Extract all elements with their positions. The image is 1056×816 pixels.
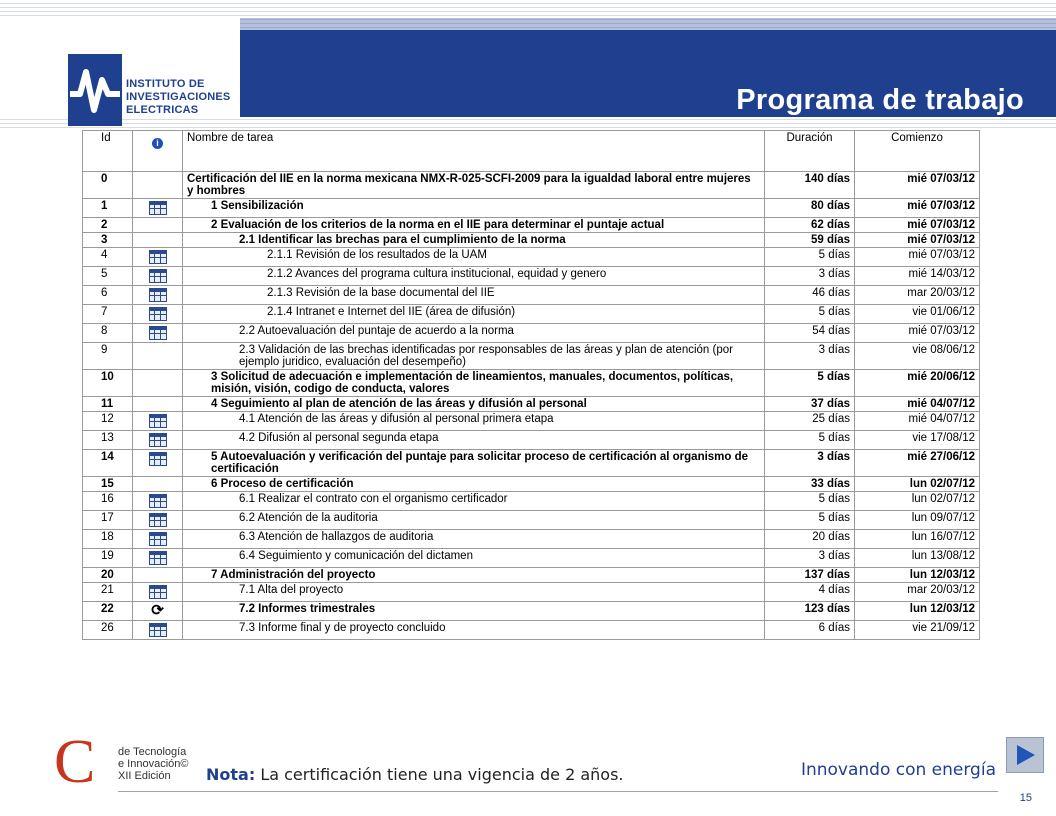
table-row[interactable] bbox=[83, 233, 980, 248]
task-indicator-cell bbox=[133, 621, 183, 640]
task-duration-cell[interactable]: 46 días bbox=[765, 286, 855, 305]
task-start-cell[interactable]: vie 21/09/12 bbox=[855, 621, 980, 640]
table-row[interactable] bbox=[83, 305, 980, 324]
task-start-cell[interactable]: mié 04/07/12 bbox=[855, 397, 980, 412]
task-name-cell[interactable]: 2.1.2 Avances del programa cultura institucional, equidad y genero bbox=[183, 267, 765, 286]
task-start-cell[interactable]: mié 07/03/12 bbox=[855, 324, 980, 343]
task-name-cell[interactable]: 2.1.3 Revisión de la base documental del IIE bbox=[183, 286, 765, 305]
task-id-cell: 2 bbox=[83, 218, 133, 233]
table-row[interactable] bbox=[83, 530, 980, 549]
table-row[interactable] bbox=[83, 218, 980, 233]
table-row[interactable] bbox=[83, 267, 980, 286]
table-row[interactable] bbox=[83, 370, 980, 397]
task-start-cell[interactable]: vie 01/06/12 bbox=[855, 305, 980, 324]
task-indicator-cell bbox=[133, 172, 183, 199]
task-id-cell: 10 bbox=[83, 370, 133, 397]
task-start-cell[interactable]: mié 20/06/12 bbox=[855, 370, 980, 397]
task-id-cell: 18 bbox=[83, 530, 133, 549]
iie-logo-mark-icon bbox=[68, 54, 122, 126]
task-indicator-cell bbox=[133, 343, 183, 370]
task-duration-cell[interactable]: 3 días bbox=[765, 343, 855, 370]
task-indicator-cell bbox=[133, 492, 183, 511]
table-row[interactable] bbox=[83, 477, 980, 492]
task-grid-icon bbox=[149, 414, 167, 428]
next-slide-button[interactable] bbox=[1006, 737, 1044, 773]
task-name-cell[interactable]: 6.3 Atención de hallazgos de auditoria bbox=[183, 530, 765, 549]
table-row[interactable] bbox=[83, 397, 980, 412]
congress-logo-text: de Tecnología e Innovación© XII Edición bbox=[118, 746, 189, 782]
task-id-cell: 13 bbox=[83, 431, 133, 450]
task-duration-cell[interactable]: 33 días bbox=[765, 477, 855, 492]
task-name-cell[interactable]: 7 Administración del proyecto bbox=[183, 568, 765, 583]
task-indicator-cell bbox=[133, 324, 183, 343]
task-start-cell[interactable]: mié 07/03/12 bbox=[855, 218, 980, 233]
task-id-cell: 26 bbox=[83, 621, 133, 640]
task-duration-cell[interactable]: 25 días bbox=[765, 412, 855, 431]
task-start-cell[interactable]: mié 14/03/12 bbox=[855, 267, 980, 286]
table-header-row bbox=[83, 131, 980, 172]
task-start-cell[interactable]: lun 02/07/12 bbox=[855, 477, 980, 492]
task-duration-cell[interactable]: 5 días bbox=[765, 248, 855, 267]
task-id-cell: 22 bbox=[83, 602, 133, 621]
task-id-cell: 21 bbox=[83, 583, 133, 602]
task-duration-cell[interactable]: 62 días bbox=[765, 218, 855, 233]
task-name-cell[interactable]: 4 Seguimiento al plan de atención de las áreas y difusión al personal bbox=[183, 397, 765, 412]
task-name-cell[interactable]: 6.2 Atención de la auditoria bbox=[183, 511, 765, 530]
task-duration-cell[interactable]: 140 días bbox=[765, 172, 855, 199]
table-row[interactable] bbox=[83, 324, 980, 343]
table-row[interactable] bbox=[83, 172, 980, 199]
task-name-cell[interactable]: 4.2 Difusión al personal segunda etapa bbox=[183, 431, 765, 450]
task-indicator-cell bbox=[133, 583, 183, 602]
task-start-cell[interactable]: mar 20/03/12 bbox=[855, 286, 980, 305]
task-indicator-cell bbox=[133, 233, 183, 248]
task-duration-cell[interactable]: 123 días bbox=[765, 602, 855, 621]
task-grid-icon bbox=[149, 532, 167, 546]
table-row[interactable] bbox=[83, 286, 980, 305]
task-grid-icon bbox=[149, 585, 167, 599]
table-row[interactable] bbox=[83, 412, 980, 431]
task-name-cell[interactable]: 6.1 Realizar el contrato con el organismo certificador bbox=[183, 492, 765, 511]
task-id-cell: 14 bbox=[83, 450, 133, 477]
table-row[interactable] bbox=[83, 450, 980, 477]
task-id-cell: 7 bbox=[83, 305, 133, 324]
table-row[interactable] bbox=[83, 199, 980, 218]
task-indicator-cell bbox=[133, 549, 183, 568]
task-start-cell[interactable]: mié 07/03/12 bbox=[855, 233, 980, 248]
task-duration-cell[interactable]: 3 días bbox=[765, 549, 855, 568]
task-duration-cell[interactable]: 137 días bbox=[765, 568, 855, 583]
table-row[interactable] bbox=[83, 602, 980, 621]
task-duration-cell[interactable]: 5 días bbox=[765, 370, 855, 397]
gantt-task-table bbox=[82, 130, 980, 640]
task-name-cell[interactable]: 2.1.1 Revisión de los resultados de la UAM bbox=[183, 248, 765, 267]
task-id-cell: 15 bbox=[83, 477, 133, 492]
task-duration-cell[interactable]: 5 días bbox=[765, 431, 855, 450]
task-id-cell: 6 bbox=[83, 286, 133, 305]
task-grid-icon bbox=[149, 433, 167, 447]
task-name-cell[interactable]: 7.2 Informes trimestrales bbox=[183, 602, 765, 621]
footer-slogan: Innovando con energía bbox=[800, 760, 996, 780]
task-start-cell[interactable]: mié 07/03/12 bbox=[855, 199, 980, 218]
page-number: 15 bbox=[1019, 792, 1032, 804]
task-start-cell[interactable]: lun 12/03/12 bbox=[855, 568, 980, 583]
column-header-duration[interactable]: Duración bbox=[765, 131, 855, 172]
column-header-indicators[interactable] bbox=[133, 131, 183, 172]
task-id-cell: 8 bbox=[83, 324, 133, 343]
table-row[interactable] bbox=[83, 248, 980, 267]
task-name-cell[interactable]: 1 Sensibilización bbox=[183, 199, 765, 218]
task-name-cell[interactable]: 2 Evaluación de los criterios de la norma en el IIE para determinar el puntaje actual bbox=[183, 218, 765, 233]
task-duration-cell[interactable]: 59 días bbox=[765, 233, 855, 248]
task-id-cell: 16 bbox=[83, 492, 133, 511]
task-name-cell[interactable]: 2.1 Identificar las brechas para el cumplimiento de la norma bbox=[183, 233, 765, 248]
task-indicator-cell bbox=[133, 568, 183, 583]
task-start-cell[interactable]: mié 27/06/12 bbox=[855, 450, 980, 477]
task-start-cell[interactable]: lun 12/03/12 bbox=[855, 602, 980, 621]
task-id-cell: 20 bbox=[83, 568, 133, 583]
congress-logo-mark-icon: C bbox=[54, 728, 96, 796]
task-id-cell: 4 bbox=[83, 248, 133, 267]
task-id-cell: 11 bbox=[83, 397, 133, 412]
task-duration-cell[interactable]: 20 días bbox=[765, 530, 855, 549]
task-start-cell[interactable]: mar 20/03/12 bbox=[855, 583, 980, 602]
task-id-cell: 3 bbox=[83, 233, 133, 248]
task-duration-cell[interactable]: 37 días bbox=[765, 397, 855, 412]
task-start-cell[interactable]: lun 16/07/12 bbox=[855, 530, 980, 549]
task-name-cell[interactable]: 6 Proceso de certificación bbox=[183, 477, 765, 492]
note-text: La certificación tiene una vigencia de 2 años. bbox=[255, 765, 624, 784]
task-id-cell: 12 bbox=[83, 412, 133, 431]
task-indicator-cell bbox=[133, 511, 183, 530]
table-row[interactable] bbox=[83, 343, 980, 370]
task-indicator-cell bbox=[133, 431, 183, 450]
table-row[interactable] bbox=[83, 431, 980, 450]
task-duration-cell[interactable]: 5 días bbox=[765, 492, 855, 511]
task-grid-icon bbox=[149, 201, 167, 215]
task-indicator-cell bbox=[133, 602, 183, 621]
task-grid-icon bbox=[149, 551, 167, 565]
task-indicator-cell bbox=[133, 248, 183, 267]
task-grid-icon bbox=[149, 623, 167, 637]
task-indicator-cell bbox=[133, 305, 183, 324]
task-start-cell[interactable]: vie 08/06/12 bbox=[855, 343, 980, 370]
task-grid-icon bbox=[149, 452, 167, 466]
task-name-cell[interactable]: 2.1.4 Intranet e Internet del IIE (área de difusión) bbox=[183, 305, 765, 324]
task-start-cell[interactable]: lun 02/07/12 bbox=[855, 492, 980, 511]
task-grid-icon bbox=[149, 326, 167, 340]
task-grid-icon bbox=[149, 250, 167, 264]
task-grid-icon bbox=[149, 307, 167, 321]
task-indicator-cell bbox=[133, 286, 183, 305]
task-duration-cell[interactable]: 6 días bbox=[765, 621, 855, 640]
table-row[interactable] bbox=[83, 492, 980, 511]
task-start-cell[interactable]: lun 13/08/12 bbox=[855, 549, 980, 568]
column-header-task-name[interactable]: Nombre de tarea bbox=[183, 131, 765, 172]
header-band bbox=[240, 30, 1056, 117]
column-header-id[interactable]: Id bbox=[83, 131, 133, 172]
recurring-task-icon: ⟳ bbox=[151, 602, 164, 619]
table-row[interactable] bbox=[83, 568, 980, 583]
task-grid-icon bbox=[149, 288, 167, 302]
task-start-cell[interactable]: mié 07/03/12 bbox=[855, 248, 980, 267]
task-duration-cell[interactable]: 80 días bbox=[765, 199, 855, 218]
iie-logo-text: INSTITUTO DE INVESTIGACIONES ELECTRICAS bbox=[126, 78, 231, 116]
task-start-cell[interactable]: vie 17/08/12 bbox=[855, 431, 980, 450]
table-row[interactable] bbox=[83, 583, 980, 602]
task-name-cell[interactable]: 5 Autoevaluación y verificación del puntaje para solicitar proceso de certificación al organismo de certificación bbox=[183, 450, 765, 477]
task-name-cell[interactable]: 6.4 Seguimiento y comunicación del dictamen bbox=[183, 549, 765, 568]
table-row[interactable] bbox=[83, 511, 980, 530]
task-duration-cell[interactable]: 3 días bbox=[765, 267, 855, 286]
task-indicator-cell bbox=[133, 199, 183, 218]
task-id-cell: 5 bbox=[83, 267, 133, 286]
task-indicator-cell bbox=[133, 218, 183, 233]
task-indicator-cell bbox=[133, 397, 183, 412]
task-name-cell[interactable]: 4.1 Atención de las áreas y difusión al personal primera etapa bbox=[183, 412, 765, 431]
congress-logo bbox=[54, 722, 204, 796]
task-duration-cell[interactable]: 5 días bbox=[765, 511, 855, 530]
task-duration-cell[interactable]: 54 días bbox=[765, 324, 855, 343]
task-duration-cell[interactable]: 3 días bbox=[765, 450, 855, 477]
info-icon: i bbox=[152, 138, 163, 149]
task-name-cell[interactable]: 2.2 Autoevaluación del puntaje de acuerdo a la norma bbox=[183, 324, 765, 343]
task-duration-cell[interactable]: 5 días bbox=[765, 305, 855, 324]
iie-logo bbox=[0, 18, 240, 118]
page-title: Programa de trabajo bbox=[736, 84, 1024, 116]
footer-divider bbox=[118, 791, 998, 792]
task-name-cell[interactable]: 7.3 Informe final y de proyecto concluido bbox=[183, 621, 765, 640]
table-row[interactable] bbox=[83, 549, 980, 568]
task-grid-icon bbox=[149, 494, 167, 508]
note-label: Nota: bbox=[206, 765, 256, 784]
task-name-cell[interactable]: 7.1 Alta del proyecto bbox=[183, 583, 765, 602]
task-start-cell[interactable]: lun 09/07/12 bbox=[855, 511, 980, 530]
task-duration-cell[interactable]: 4 días bbox=[765, 583, 855, 602]
task-grid-icon bbox=[149, 269, 167, 283]
task-name-cell[interactable]: 3 Solicitud de adecuación e implementación de lineamientos, manuales, documentos, políticas, misión, visión, codigo de conducta, valores bbox=[183, 370, 765, 397]
task-start-cell[interactable]: mié 07/03/12 bbox=[855, 172, 980, 199]
task-indicator-cell bbox=[133, 530, 183, 549]
task-indicator-cell bbox=[133, 412, 183, 431]
task-grid-icon bbox=[149, 513, 167, 527]
task-id-cell: 1 bbox=[83, 199, 133, 218]
task-id-cell: 0 bbox=[83, 172, 133, 199]
footer-note bbox=[206, 765, 624, 784]
task-indicator-cell bbox=[133, 477, 183, 492]
task-name-cell[interactable]: Certificación del IIE en la norma mexicana NMX-R-025-SCFI-2009 para la igualdad laboral entre mujeres y hombres bbox=[183, 172, 765, 199]
task-indicator-cell bbox=[133, 450, 183, 477]
table-row[interactable] bbox=[83, 621, 980, 640]
task-id-cell: 9 bbox=[83, 343, 133, 370]
task-indicator-cell bbox=[133, 267, 183, 286]
task-id-cell: 19 bbox=[83, 549, 133, 568]
task-start-cell[interactable]: mié 04/07/12 bbox=[855, 412, 980, 431]
column-header-start[interactable]: Comienzo bbox=[855, 131, 980, 172]
task-indicator-cell bbox=[133, 370, 183, 397]
task-name-cell[interactable]: 2.3 Validación de las brechas identificadas por responsables de las áreas y plan de atención (por ejemplo juridico, evaluación del desempeño) bbox=[183, 343, 765, 370]
task-id-cell: 17 bbox=[83, 511, 133, 530]
